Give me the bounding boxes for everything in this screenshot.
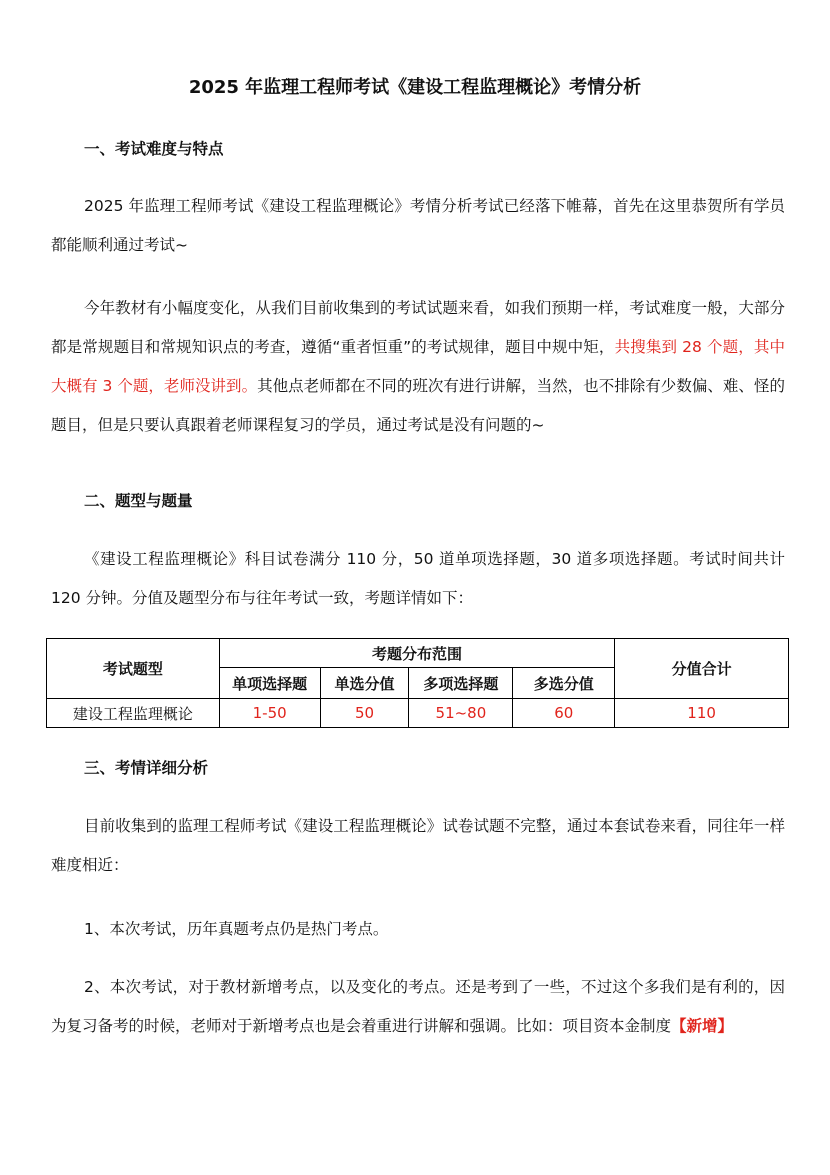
section1-paragraph-2-highlight: 共搜集到 28 个题，其中大概有 3 个题，老师没讲到。 [51, 338, 785, 395]
section3-paragraph-3-new-tag: 【新增】 [671, 1017, 734, 1035]
header-total: 分值合计 [615, 639, 789, 699]
subheader-single-score: 单选分值 [320, 668, 409, 699]
subheader-multi: 多项选择题 [409, 668, 513, 699]
cell-subject: 建设工程监理概论 [47, 699, 220, 728]
section1-paragraph-1: 2025 年监理工程师考试《建设工程监理概论》考情分析考试已经落下帷幕，首先在这里恭贺所有学员都能顺利通过考试~ [51, 197, 785, 254]
exam-table [46, 638, 789, 728]
section1-paragraph-2-rest: 其他点老师都在不同的班次有进行讲解，当然，也不排除有少数偏、难、怪的题目，但是只要认真跟着老师课程复习的学员，通过考试是没有问题的~ [51, 377, 785, 434]
section3-paragraph-3-text: 2、本次考试，对于教材新增考点，以及变化的考点。还是考到了一些，不过这个多我们是有利的，因为复习备考的时候，老师对于新增考点也是会着重进行讲解和强调。比如：项目资本金制度 [51, 978, 785, 1035]
section1-paragraph-2 [51, 289, 785, 445]
header-range: 考题分布范围 [219, 639, 615, 668]
cell-multi-score: 60 [513, 699, 615, 728]
page-title: 2025 年监理工程师考试《建设工程监理概论》考情分析 [188, 77, 642, 98]
section3-paragraph-2: 1、本次考试，历年真题考点仍是热门考点。 [84, 920, 389, 938]
section2-paragraph-1: 《建设工程监理概论》科目试卷满分 110 分，50 道单项选择题，30 道多项选择题。考试时间共计 120 分钟。分值及题型分布与往年考试一致，考题详情如下： [51, 550, 785, 607]
section3-paragraph-3 [51, 968, 785, 1046]
section1-paragraph-2-text: 今年教材有小幅度变化，从我们目前收集到的考试试题来看，如我们预期一样，考试难度一般，大部分都是常规题目和常规知识点的考查，遵循“重者恒重”的考试规律，题目中规中矩， [51, 299, 785, 356]
cell-single-score: 50 [320, 699, 409, 728]
cell-multi: 51~80 [409, 699, 513, 728]
cell-total: 110 [615, 699, 789, 728]
header-exam-type: 考试题型 [47, 639, 220, 699]
subheader-multi-score: 多选分值 [513, 668, 615, 699]
section3-heading: 三、考情详细分析 [84, 759, 209, 777]
cell-single: 1-50 [219, 699, 320, 728]
section1-heading: 一、考试难度与特点 [84, 140, 224, 158]
section2-heading: 二、题型与题量 [84, 492, 193, 510]
section3-paragraph-1: 目前收集到的监理工程师考试《建设工程监理概论》试卷试题不完整，通过本套试卷来看，同往年一样难度相近： [51, 817, 785, 874]
table-row [47, 699, 789, 728]
subheader-single: 单项选择题 [219, 668, 320, 699]
